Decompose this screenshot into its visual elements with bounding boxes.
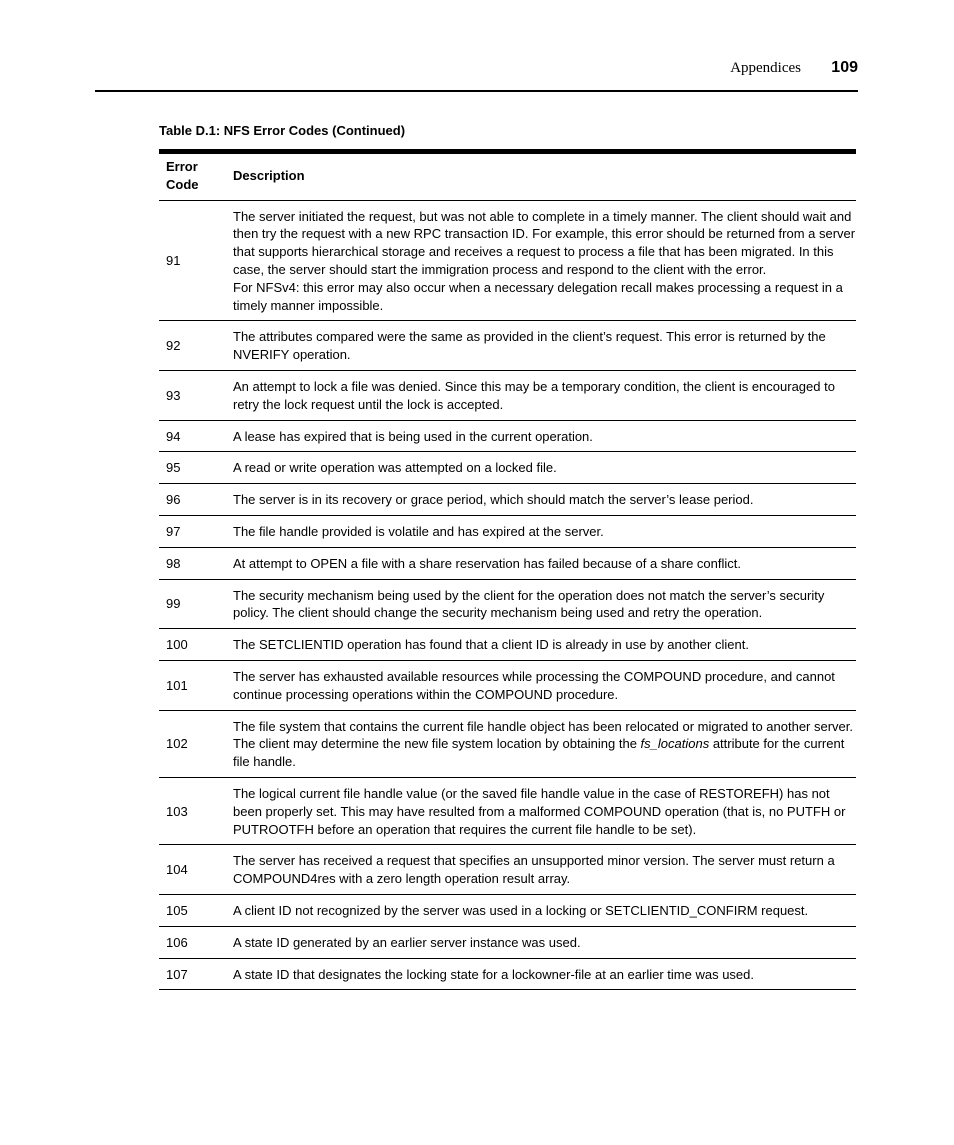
table-row bbox=[159, 777, 856, 844]
error-code-cell: 107 bbox=[166, 966, 188, 982]
table-row bbox=[159, 452, 856, 484]
description-cell: A read or write operation was attempted on a locked file. bbox=[233, 460, 557, 476]
error-code-cell: 99 bbox=[166, 596, 181, 612]
error-code-cell: 101 bbox=[166, 677, 188, 693]
description-paragraph: The server initiated the request, but was not able to complete in a timely manner. The client should wait and then try the request with a new RPC transaction ID. For example, this error should be returned from a server that supports hierarchical storage and receives a request to process a file that has been migrated. In this case, the server should start the immigration process and respond to the client with the error. bbox=[233, 208, 856, 277]
table-row bbox=[159, 660, 856, 710]
description-cell: The security mechanism being used by the client for the operation does not match the server’s security policy. The client should change the security mechanism being used and retry the operation. bbox=[233, 587, 825, 621]
error-code-cell: 98 bbox=[166, 555, 181, 571]
description-cell: A lease has expired that is being used in the current operation. bbox=[233, 428, 593, 444]
description-cell bbox=[226, 200, 856, 321]
column-header-error-code-line1: Error bbox=[166, 159, 198, 174]
table-row bbox=[159, 370, 856, 420]
section-name: Appendices bbox=[730, 60, 801, 76]
fs-locations-attribute: fs_locations bbox=[640, 736, 710, 752]
description-cell: An attempt to lock a file was denied. Since this may be a temporary condition, the client is encouraged to retry the lock request until the lock is accepted. bbox=[233, 378, 835, 412]
description-cell bbox=[226, 710, 856, 777]
description-cell: A client ID not recognized by the server was used in a locking or SETCLIENTID_CONFIRM request. bbox=[233, 902, 809, 918]
description-cell: A state ID that designates the locking state for a lockowner-file at an earlier time was used. bbox=[233, 966, 754, 982]
column-header-description: Description bbox=[233, 167, 305, 183]
table-row bbox=[159, 484, 856, 516]
error-code-cell: 94 bbox=[166, 428, 181, 444]
description-cell: The logical current file handle value (or the saved file handle value in the case of RESTOREFH) has not been properly set. This may have resulted from a malformed COMPOUND operation (that is, no PUTFH or PUTROOTFH before an operation that requires the current file handle to be set). bbox=[233, 785, 846, 837]
description-cell: The SETCLIENTID operation has found that a client ID is already in use by another client. bbox=[233, 637, 749, 653]
description-cell: The server is in its recovery or grace period, which should match the server’s lease period. bbox=[233, 492, 754, 508]
error-code-cell: 95 bbox=[166, 460, 181, 476]
error-code-cell: 100 bbox=[166, 637, 188, 653]
error-code-cell: 105 bbox=[166, 902, 188, 918]
column-header-error-code-line2: Code bbox=[166, 176, 199, 192]
description-cell: The file handle provided is volatile and has expired at the server. bbox=[233, 523, 604, 539]
error-code-cell: 104 bbox=[166, 862, 188, 878]
error-code-cell: 106 bbox=[166, 934, 188, 950]
table-row bbox=[159, 710, 856, 777]
description-text: attribute for the current file handle. bbox=[233, 736, 845, 770]
running-header bbox=[95, 58, 858, 92]
error-code-cell: 97 bbox=[166, 523, 181, 539]
table-row bbox=[159, 515, 856, 547]
description-text: The file system that contains the current file handle object has been relocated or migrated to another server. The client may determine the new file system location by obtaining the bbox=[233, 718, 854, 752]
error-code-cell: 92 bbox=[166, 338, 181, 354]
table-row bbox=[159, 845, 856, 895]
error-code-cell: 102 bbox=[166, 736, 188, 752]
description-cell: The attributes compared were the same as provided in the client’s request. This error is returned by the NVERIFY operation. bbox=[233, 329, 826, 363]
error-code-cell: 93 bbox=[166, 387, 181, 403]
table-row bbox=[159, 579, 856, 629]
table-row bbox=[159, 547, 856, 579]
error-code-cell: 91 bbox=[166, 253, 181, 269]
error-codes-table bbox=[159, 154, 856, 990]
description-cell: A state ID generated by an earlier server instance was used. bbox=[233, 934, 581, 950]
table-row bbox=[159, 926, 856, 958]
description-cell: At attempt to OPEN a file with a share reservation has failed because of a share conflict. bbox=[233, 555, 741, 571]
description-cell: The server has received a request that specifies an unsupported minor version. The server must return a COMPOUND4res with a zero length operation result array. bbox=[233, 853, 835, 887]
table-row bbox=[159, 321, 856, 371]
table-caption: Table D.1: NFS Error Codes (Continued) bbox=[159, 123, 406, 138]
page-number: 109 bbox=[831, 59, 858, 76]
table-row bbox=[159, 420, 856, 452]
description-paragraph: For NFSv4: this error may also occur when a necessary delegation recall makes processing a request in a timely manner impossible. bbox=[233, 279, 843, 313]
table-header-row bbox=[159, 154, 856, 200]
error-code-cell: 103 bbox=[166, 803, 188, 819]
column-header-error-code bbox=[159, 154, 226, 200]
description-cell: The server has exhausted available resources while processing the COMPOUND procedure, and cannot continue processing operations within the COMPOUND procedure. bbox=[233, 668, 835, 702]
error-code-cell: 96 bbox=[166, 492, 181, 508]
table-row bbox=[159, 958, 856, 990]
error-codes-table-container bbox=[159, 149, 856, 990]
table-row bbox=[159, 200, 856, 321]
table-row bbox=[159, 629, 856, 661]
table-row bbox=[159, 894, 856, 926]
